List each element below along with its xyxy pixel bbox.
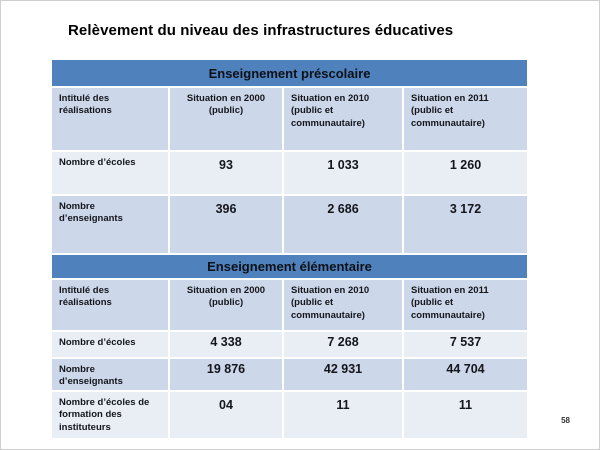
table2-row1-value-2011: 7 537 [404,332,527,357]
table2-col-header-2000: Situation en 2000 (public) [170,280,282,330]
table2-row2-label: Nombre d’enseignants [52,359,168,390]
table2-col-header-2010: Situation en 2010 (public et communautaire) [284,280,402,330]
table1-row2-value-2011: 3 172 [404,196,527,253]
table1-title: Enseignement préscolaire [208,65,371,81]
table1-row1-label: Nombre d’écoles [52,152,168,194]
table2-row3-label: Nombre d’écoles de formation des instituteurs [52,392,168,438]
table2-title: Enseignement élémentaire [207,259,372,274]
table2-row3-value-2010: 11 [284,392,402,438]
table2-row1-label: Nombre d’écoles [52,332,168,357]
table-row [52,392,527,438]
table2-row1-value-2000: 4 338 [170,332,282,357]
table2-row1-value-2010: 7 268 [284,332,402,357]
table-row [52,196,527,253]
table1-row2-value-2000: 396 [170,196,282,253]
page-number: 58 [561,416,570,425]
table2-header-row [52,280,527,330]
table1-title-band [52,60,527,86]
table1-col-header-2000: Situation en 2000 (public) [170,88,282,150]
page-title: Relèvement du niveau des infrastructures éducatives [68,22,454,39]
table1-row2-label: Nombre d’enseignants [52,196,168,253]
table1-row1-value-2000: 93 [170,152,282,194]
table2-row3-value-2011: 11 [404,392,527,438]
table2-title-band [52,255,527,278]
table-row [52,332,527,357]
table-row [52,152,527,194]
table1-header-row [52,88,527,150]
table1-col-header-intitule: Intitulé des réalisations [52,88,168,150]
table2-row3-value-2000: 04 [170,392,282,438]
table1-row1-value-2011: 1 260 [404,152,527,194]
table1-row1-value-2010: 1 033 [284,152,402,194]
table1-col-header-2011: Situation en 2011 (public et communautaire) [404,88,527,150]
table2-col-header-intitule: Intitulé des réalisations [52,280,168,330]
table-row [52,359,527,390]
table1-col-header-2010: Situation en 2010 (public et communautaire) [284,88,402,150]
tables-container [52,60,527,438]
table2-col-header-2011: Situation en 2011 (public et communautaire) [404,280,527,330]
table2-row2-value-2011: 44 704 [404,359,527,390]
table2-row2-value-2000: 19 876 [170,359,282,390]
table1-row2-value-2010: 2 686 [284,196,402,253]
table2-row2-value-2010: 42 931 [284,359,402,390]
